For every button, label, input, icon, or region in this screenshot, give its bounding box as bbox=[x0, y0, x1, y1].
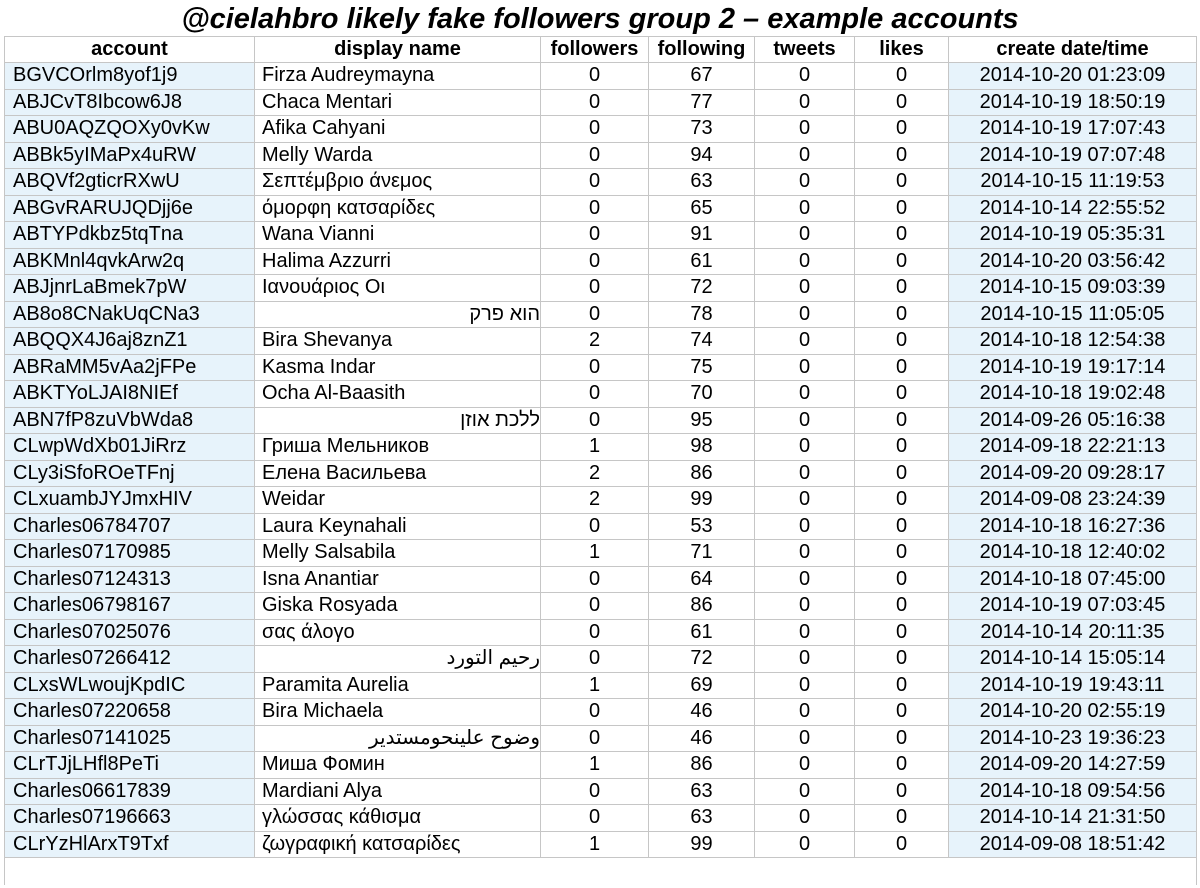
table-row bbox=[5, 566, 1197, 593]
cell-following: 98 bbox=[649, 434, 755, 461]
table-row bbox=[5, 275, 1197, 302]
cell-create-date: 2014-10-14 20:11:35 bbox=[949, 619, 1197, 646]
cell-account: ABRaMM5vAa2jFPe bbox=[5, 354, 255, 381]
cell-likes: 0 bbox=[855, 354, 949, 381]
cell-likes: 0 bbox=[855, 725, 949, 752]
cell-display-name: όμορφη κατσαρίδες bbox=[255, 195, 541, 222]
cell-likes: 0 bbox=[855, 169, 949, 196]
table-row bbox=[5, 513, 1197, 540]
cell-create-date: 2014-10-20 02:55:19 bbox=[949, 699, 1197, 726]
cell-likes: 0 bbox=[855, 116, 949, 143]
cell-followers: 2 bbox=[541, 460, 649, 487]
cell-create-date: 2014-10-19 18:50:19 bbox=[949, 89, 1197, 116]
table-row bbox=[5, 619, 1197, 646]
table-row bbox=[5, 778, 1197, 805]
table-row bbox=[5, 831, 1197, 858]
cell-tweets: 0 bbox=[755, 619, 855, 646]
cell-following: 69 bbox=[649, 672, 755, 699]
cell-likes: 0 bbox=[855, 566, 949, 593]
cell-followers: 2 bbox=[541, 328, 649, 355]
cell-following: 72 bbox=[649, 275, 755, 302]
cell-followers: 1 bbox=[541, 831, 649, 858]
cell-account: Charles07170985 bbox=[5, 540, 255, 567]
table-row bbox=[5, 725, 1197, 752]
table-row bbox=[5, 434, 1197, 461]
column-header-likes: likes bbox=[855, 37, 949, 63]
cell-followers: 0 bbox=[541, 301, 649, 328]
cell-account: CLwpWdXb01JiRrz bbox=[5, 434, 255, 461]
cell-display-name: σας άλογο bbox=[255, 619, 541, 646]
cell-tweets: 0 bbox=[755, 248, 855, 275]
cell-display-name: ζωγραφική κατσαρίδες bbox=[255, 831, 541, 858]
cell-following: 67 bbox=[649, 63, 755, 90]
cell-following: 86 bbox=[649, 593, 755, 620]
cell-likes: 0 bbox=[855, 593, 949, 620]
cell-following: 70 bbox=[649, 381, 755, 408]
cell-followers: 0 bbox=[541, 513, 649, 540]
cell-tweets: 0 bbox=[755, 566, 855, 593]
cell-followers: 0 bbox=[541, 778, 649, 805]
cell-likes: 0 bbox=[855, 487, 949, 514]
cell-create-date: 2014-10-19 07:03:45 bbox=[949, 593, 1197, 620]
table-row bbox=[5, 354, 1197, 381]
cell-create-date: 2014-10-18 07:45:00 bbox=[949, 566, 1197, 593]
cell-display-name: Giska Rosyada bbox=[255, 593, 541, 620]
cell-display-name: Halima Azzurri bbox=[255, 248, 541, 275]
cell-following: 75 bbox=[649, 354, 755, 381]
cell-display-name: γλώσσας κάθισμα bbox=[255, 805, 541, 832]
cell-tweets: 0 bbox=[755, 328, 855, 355]
cell-following: 61 bbox=[649, 248, 755, 275]
cell-display-name: Mardiani Alya bbox=[255, 778, 541, 805]
cell-likes: 0 bbox=[855, 407, 949, 434]
cell-create-date: 2014-10-18 19:02:48 bbox=[949, 381, 1197, 408]
cell-tweets: 0 bbox=[755, 672, 855, 699]
table-row bbox=[5, 222, 1197, 249]
cell-display-name: Миша Фомин bbox=[255, 752, 541, 779]
cell-tweets: 0 bbox=[755, 460, 855, 487]
cell-following: 73 bbox=[649, 116, 755, 143]
cell-display-name: Isna Anantiar bbox=[255, 566, 541, 593]
cell-followers: 0 bbox=[541, 619, 649, 646]
cell-account: ABQVf2gticrRXwU bbox=[5, 169, 255, 196]
cell-tweets: 0 bbox=[755, 63, 855, 90]
cell-create-date: 2014-09-08 18:51:42 bbox=[949, 831, 1197, 858]
cell-followers: 1 bbox=[541, 672, 649, 699]
cell-account: ABGvRARUJQDjj6e bbox=[5, 195, 255, 222]
cell-create-date: 2014-10-15 11:19:53 bbox=[949, 169, 1197, 196]
cell-following: 78 bbox=[649, 301, 755, 328]
cell-account: ABQQX4J6aj8znZ1 bbox=[5, 328, 255, 355]
cell-display-name: Melly Salsabila bbox=[255, 540, 541, 567]
table-row bbox=[5, 301, 1197, 328]
cell-likes: 0 bbox=[855, 301, 949, 328]
cell-likes: 0 bbox=[855, 831, 949, 858]
cell-account: Charles07220658 bbox=[5, 699, 255, 726]
cell-tweets: 0 bbox=[755, 513, 855, 540]
cell-tweets: 0 bbox=[755, 725, 855, 752]
cell-display-name: Σεπτέμβριο άνεμος bbox=[255, 169, 541, 196]
cell-display-name: Melly Warda bbox=[255, 142, 541, 169]
cell-create-date: 2014-09-20 09:28:17 bbox=[949, 460, 1197, 487]
cell-tweets: 0 bbox=[755, 487, 855, 514]
column-header-create-date: create date/time bbox=[949, 37, 1197, 63]
cell-likes: 0 bbox=[855, 63, 949, 90]
column-header-account: account bbox=[5, 37, 255, 63]
cell-likes: 0 bbox=[855, 513, 949, 540]
cell-followers: 0 bbox=[541, 646, 649, 673]
cell-following: 61 bbox=[649, 619, 755, 646]
table-row bbox=[5, 407, 1197, 434]
cell-account: ABKTYoLJAI8NIEf bbox=[5, 381, 255, 408]
cell-display-name: Wana Vianni bbox=[255, 222, 541, 249]
cell-followers: 0 bbox=[541, 275, 649, 302]
cell-create-date: 2014-10-20 01:23:09 bbox=[949, 63, 1197, 90]
cell-account: BGVCOrlm8yof1j9 bbox=[5, 63, 255, 90]
cell-account: Charles07141025 bbox=[5, 725, 255, 752]
cell-account: CLy3iSfoROeTFnj bbox=[5, 460, 255, 487]
cell-followers: 1 bbox=[541, 434, 649, 461]
table-row bbox=[5, 805, 1197, 832]
cell-likes: 0 bbox=[855, 434, 949, 461]
cell-tweets: 0 bbox=[755, 354, 855, 381]
cell-create-date: 2014-10-14 22:55:52 bbox=[949, 195, 1197, 222]
cell-create-date: 2014-10-19 19:17:14 bbox=[949, 354, 1197, 381]
table-row bbox=[5, 460, 1197, 487]
cell-tweets: 0 bbox=[755, 540, 855, 567]
table-row bbox=[5, 487, 1197, 514]
cell-following: 91 bbox=[649, 222, 755, 249]
cell-tweets: 0 bbox=[755, 778, 855, 805]
cell-account: ABTYPdkbz5tqTna bbox=[5, 222, 255, 249]
cell-following: 99 bbox=[649, 831, 755, 858]
cell-following: 63 bbox=[649, 778, 755, 805]
cell-account: ABN7fP8zuVbWda8 bbox=[5, 407, 255, 434]
cell-following: 77 bbox=[649, 89, 755, 116]
table-row bbox=[5, 89, 1197, 116]
cell-create-date: 2014-10-19 19:43:11 bbox=[949, 672, 1197, 699]
cell-following: 63 bbox=[649, 169, 755, 196]
cell-create-date: 2014-10-15 11:05:05 bbox=[949, 301, 1197, 328]
cell-create-date: 2014-10-18 12:40:02 bbox=[949, 540, 1197, 567]
cell-followers: 0 bbox=[541, 63, 649, 90]
cell-display-name: Bira Shevanya bbox=[255, 328, 541, 355]
cell-tweets: 0 bbox=[755, 195, 855, 222]
cell-display-name: Weidar bbox=[255, 487, 541, 514]
cell-followers: 0 bbox=[541, 195, 649, 222]
cell-likes: 0 bbox=[855, 778, 949, 805]
cell-likes: 0 bbox=[855, 752, 949, 779]
cell-account: ABJjnrLaBmek7pW bbox=[5, 275, 255, 302]
cell-following: 46 bbox=[649, 725, 755, 752]
cell-followers: 0 bbox=[541, 354, 649, 381]
column-header-tweets: tweets bbox=[755, 37, 855, 63]
cell-followers: 0 bbox=[541, 407, 649, 434]
cell-following: 63 bbox=[649, 805, 755, 832]
cell-tweets: 0 bbox=[755, 142, 855, 169]
cell-account: Charles07266412 bbox=[5, 646, 255, 673]
cell-create-date: 2014-10-19 07:07:48 bbox=[949, 142, 1197, 169]
cell-followers: 2 bbox=[541, 487, 649, 514]
cell-account: Charles06784707 bbox=[5, 513, 255, 540]
cell-likes: 0 bbox=[855, 328, 949, 355]
cell-display-name: Kasma Indar bbox=[255, 354, 541, 381]
cell-display-name: Paramita Aurelia bbox=[255, 672, 541, 699]
cell-following: 99 bbox=[649, 487, 755, 514]
table-header-row bbox=[5, 37, 1197, 63]
cell-followers: 0 bbox=[541, 381, 649, 408]
table-row bbox=[5, 63, 1197, 90]
cell-account: ABBk5yIMaPx4uRW bbox=[5, 142, 255, 169]
cell-followers: 0 bbox=[541, 699, 649, 726]
cell-likes: 0 bbox=[855, 381, 949, 408]
cell-account: Charles07025076 bbox=[5, 619, 255, 646]
cell-create-date: 2014-10-18 12:54:38 bbox=[949, 328, 1197, 355]
table-row bbox=[5, 593, 1197, 620]
cell-likes: 0 bbox=[855, 699, 949, 726]
cell-tweets: 0 bbox=[755, 699, 855, 726]
cell-likes: 0 bbox=[855, 619, 949, 646]
table-row bbox=[5, 169, 1197, 196]
cell-likes: 0 bbox=[855, 646, 949, 673]
cell-account: AB8o8CNakUqCNa3 bbox=[5, 301, 255, 328]
cell-likes: 0 bbox=[855, 672, 949, 699]
table-row bbox=[5, 672, 1197, 699]
page-title: @cielahbro likely fake followers group 2 – example accounts bbox=[181, 3, 1019, 34]
cell-account: Charles06798167 bbox=[5, 593, 255, 620]
cell-followers: 1 bbox=[541, 540, 649, 567]
cell-tweets: 0 bbox=[755, 381, 855, 408]
cell-display-name: Гриша Мельников bbox=[255, 434, 541, 461]
cell-tweets: 0 bbox=[755, 222, 855, 249]
cell-followers: 0 bbox=[541, 116, 649, 143]
cell-following: 46 bbox=[649, 699, 755, 726]
cell-tweets: 0 bbox=[755, 116, 855, 143]
cell-tweets: 0 bbox=[755, 831, 855, 858]
cell-create-date: 2014-09-20 14:27:59 bbox=[949, 752, 1197, 779]
cell-following: 86 bbox=[649, 460, 755, 487]
cell-following: 86 bbox=[649, 752, 755, 779]
cell-tweets: 0 bbox=[755, 301, 855, 328]
table-row bbox=[5, 646, 1197, 673]
table-row bbox=[5, 195, 1197, 222]
cell-account: CLrYzHlArxT9Txf bbox=[5, 831, 255, 858]
cell-likes: 0 bbox=[855, 222, 949, 249]
cell-create-date: 2014-10-15 09:03:39 bbox=[949, 275, 1197, 302]
cell-display-name: Ιανουάριος Οι bbox=[255, 275, 541, 302]
cell-following: 95 bbox=[649, 407, 755, 434]
accounts-table bbox=[4, 36, 1197, 858]
cell-following: 72 bbox=[649, 646, 755, 673]
cell-likes: 0 bbox=[855, 142, 949, 169]
cell-tweets: 0 bbox=[755, 646, 855, 673]
cell-tweets: 0 bbox=[755, 275, 855, 302]
cell-display-name: وضوح علينحومستدير bbox=[255, 725, 541, 752]
cell-display-name: ללכת אוזן bbox=[255, 407, 541, 434]
table-row bbox=[5, 116, 1197, 143]
cell-create-date: 2014-10-18 16:27:36 bbox=[949, 513, 1197, 540]
cell-tweets: 0 bbox=[755, 407, 855, 434]
column-header-followers: followers bbox=[541, 37, 649, 63]
cell-tweets: 0 bbox=[755, 752, 855, 779]
cell-display-name: رحيم التورد bbox=[255, 646, 541, 673]
cell-create-date: 2014-10-19 05:35:31 bbox=[949, 222, 1197, 249]
cell-display-name: Firza Audreymayna bbox=[255, 63, 541, 90]
table-row bbox=[5, 328, 1197, 355]
cell-followers: 0 bbox=[541, 248, 649, 275]
cell-create-date: 2014-10-19 17:07:43 bbox=[949, 116, 1197, 143]
cell-account: Charles07196663 bbox=[5, 805, 255, 832]
column-header-following: following bbox=[649, 37, 755, 63]
table-row bbox=[5, 540, 1197, 567]
table-body bbox=[5, 63, 1197, 858]
cell-tweets: 0 bbox=[755, 434, 855, 461]
cell-likes: 0 bbox=[855, 195, 949, 222]
cell-followers: 1 bbox=[541, 752, 649, 779]
cell-account: ABKMnl4qvkArw2q bbox=[5, 248, 255, 275]
cell-followers: 0 bbox=[541, 169, 649, 196]
cell-followers: 0 bbox=[541, 89, 649, 116]
cell-followers: 0 bbox=[541, 222, 649, 249]
cell-account: CLrTJjLHfl8PeTi bbox=[5, 752, 255, 779]
column-header-display-name: display name bbox=[255, 37, 541, 63]
cell-account: Charles07124313 bbox=[5, 566, 255, 593]
cell-create-date: 2014-10-23 19:36:23 bbox=[949, 725, 1197, 752]
cell-followers: 0 bbox=[541, 725, 649, 752]
cell-create-date: 2014-09-18 22:21:13 bbox=[949, 434, 1197, 461]
cell-followers: 0 bbox=[541, 566, 649, 593]
cell-account: CLxsWLwoujKpdIC bbox=[5, 672, 255, 699]
cell-likes: 0 bbox=[855, 460, 949, 487]
cell-following: 71 bbox=[649, 540, 755, 567]
cell-likes: 0 bbox=[855, 805, 949, 832]
cell-account: CLxuambJYJmxHIV bbox=[5, 487, 255, 514]
cell-tweets: 0 bbox=[755, 593, 855, 620]
cell-likes: 0 bbox=[855, 89, 949, 116]
cell-followers: 0 bbox=[541, 805, 649, 832]
cell-display-name: הוא פרק bbox=[255, 301, 541, 328]
cell-create-date: 2014-10-20 03:56:42 bbox=[949, 248, 1197, 275]
cell-following: 65 bbox=[649, 195, 755, 222]
table-row bbox=[5, 381, 1197, 408]
table-row bbox=[5, 142, 1197, 169]
cell-create-date: 2014-09-08 23:24:39 bbox=[949, 487, 1197, 514]
cell-tweets: 0 bbox=[755, 89, 855, 116]
cell-create-date: 2014-10-14 21:31:50 bbox=[949, 805, 1197, 832]
cell-following: 74 bbox=[649, 328, 755, 355]
cell-following: 94 bbox=[649, 142, 755, 169]
cell-following: 64 bbox=[649, 566, 755, 593]
cell-followers: 0 bbox=[541, 142, 649, 169]
table-row bbox=[5, 752, 1197, 779]
table-row bbox=[5, 248, 1197, 275]
cell-likes: 0 bbox=[855, 248, 949, 275]
cell-account: ABJCvT8Ibcow6J8 bbox=[5, 89, 255, 116]
cell-display-name: Chaca Mentari bbox=[255, 89, 541, 116]
cell-account: Charles06617839 bbox=[5, 778, 255, 805]
cell-display-name: Laura Keynahali bbox=[255, 513, 541, 540]
cell-display-name: Afika Cahyani bbox=[255, 116, 541, 143]
cell-followers: 0 bbox=[541, 593, 649, 620]
cell-display-name: Bira Michaela bbox=[255, 699, 541, 726]
cell-create-date: 2014-10-18 09:54:56 bbox=[949, 778, 1197, 805]
cell-tweets: 0 bbox=[755, 169, 855, 196]
cell-likes: 0 bbox=[855, 540, 949, 567]
table-row bbox=[5, 699, 1197, 726]
cell-tweets: 0 bbox=[755, 805, 855, 832]
cell-create-date: 2014-10-14 15:05:14 bbox=[949, 646, 1197, 673]
cell-create-date: 2014-09-26 05:16:38 bbox=[949, 407, 1197, 434]
cell-display-name: Елена Васильева bbox=[255, 460, 541, 487]
cell-likes: 0 bbox=[855, 275, 949, 302]
cell-account: ABU0AQZQOXy0vKw bbox=[5, 116, 255, 143]
cell-display-name: Ocha Al-Baasith bbox=[255, 381, 541, 408]
cell-following: 53 bbox=[649, 513, 755, 540]
